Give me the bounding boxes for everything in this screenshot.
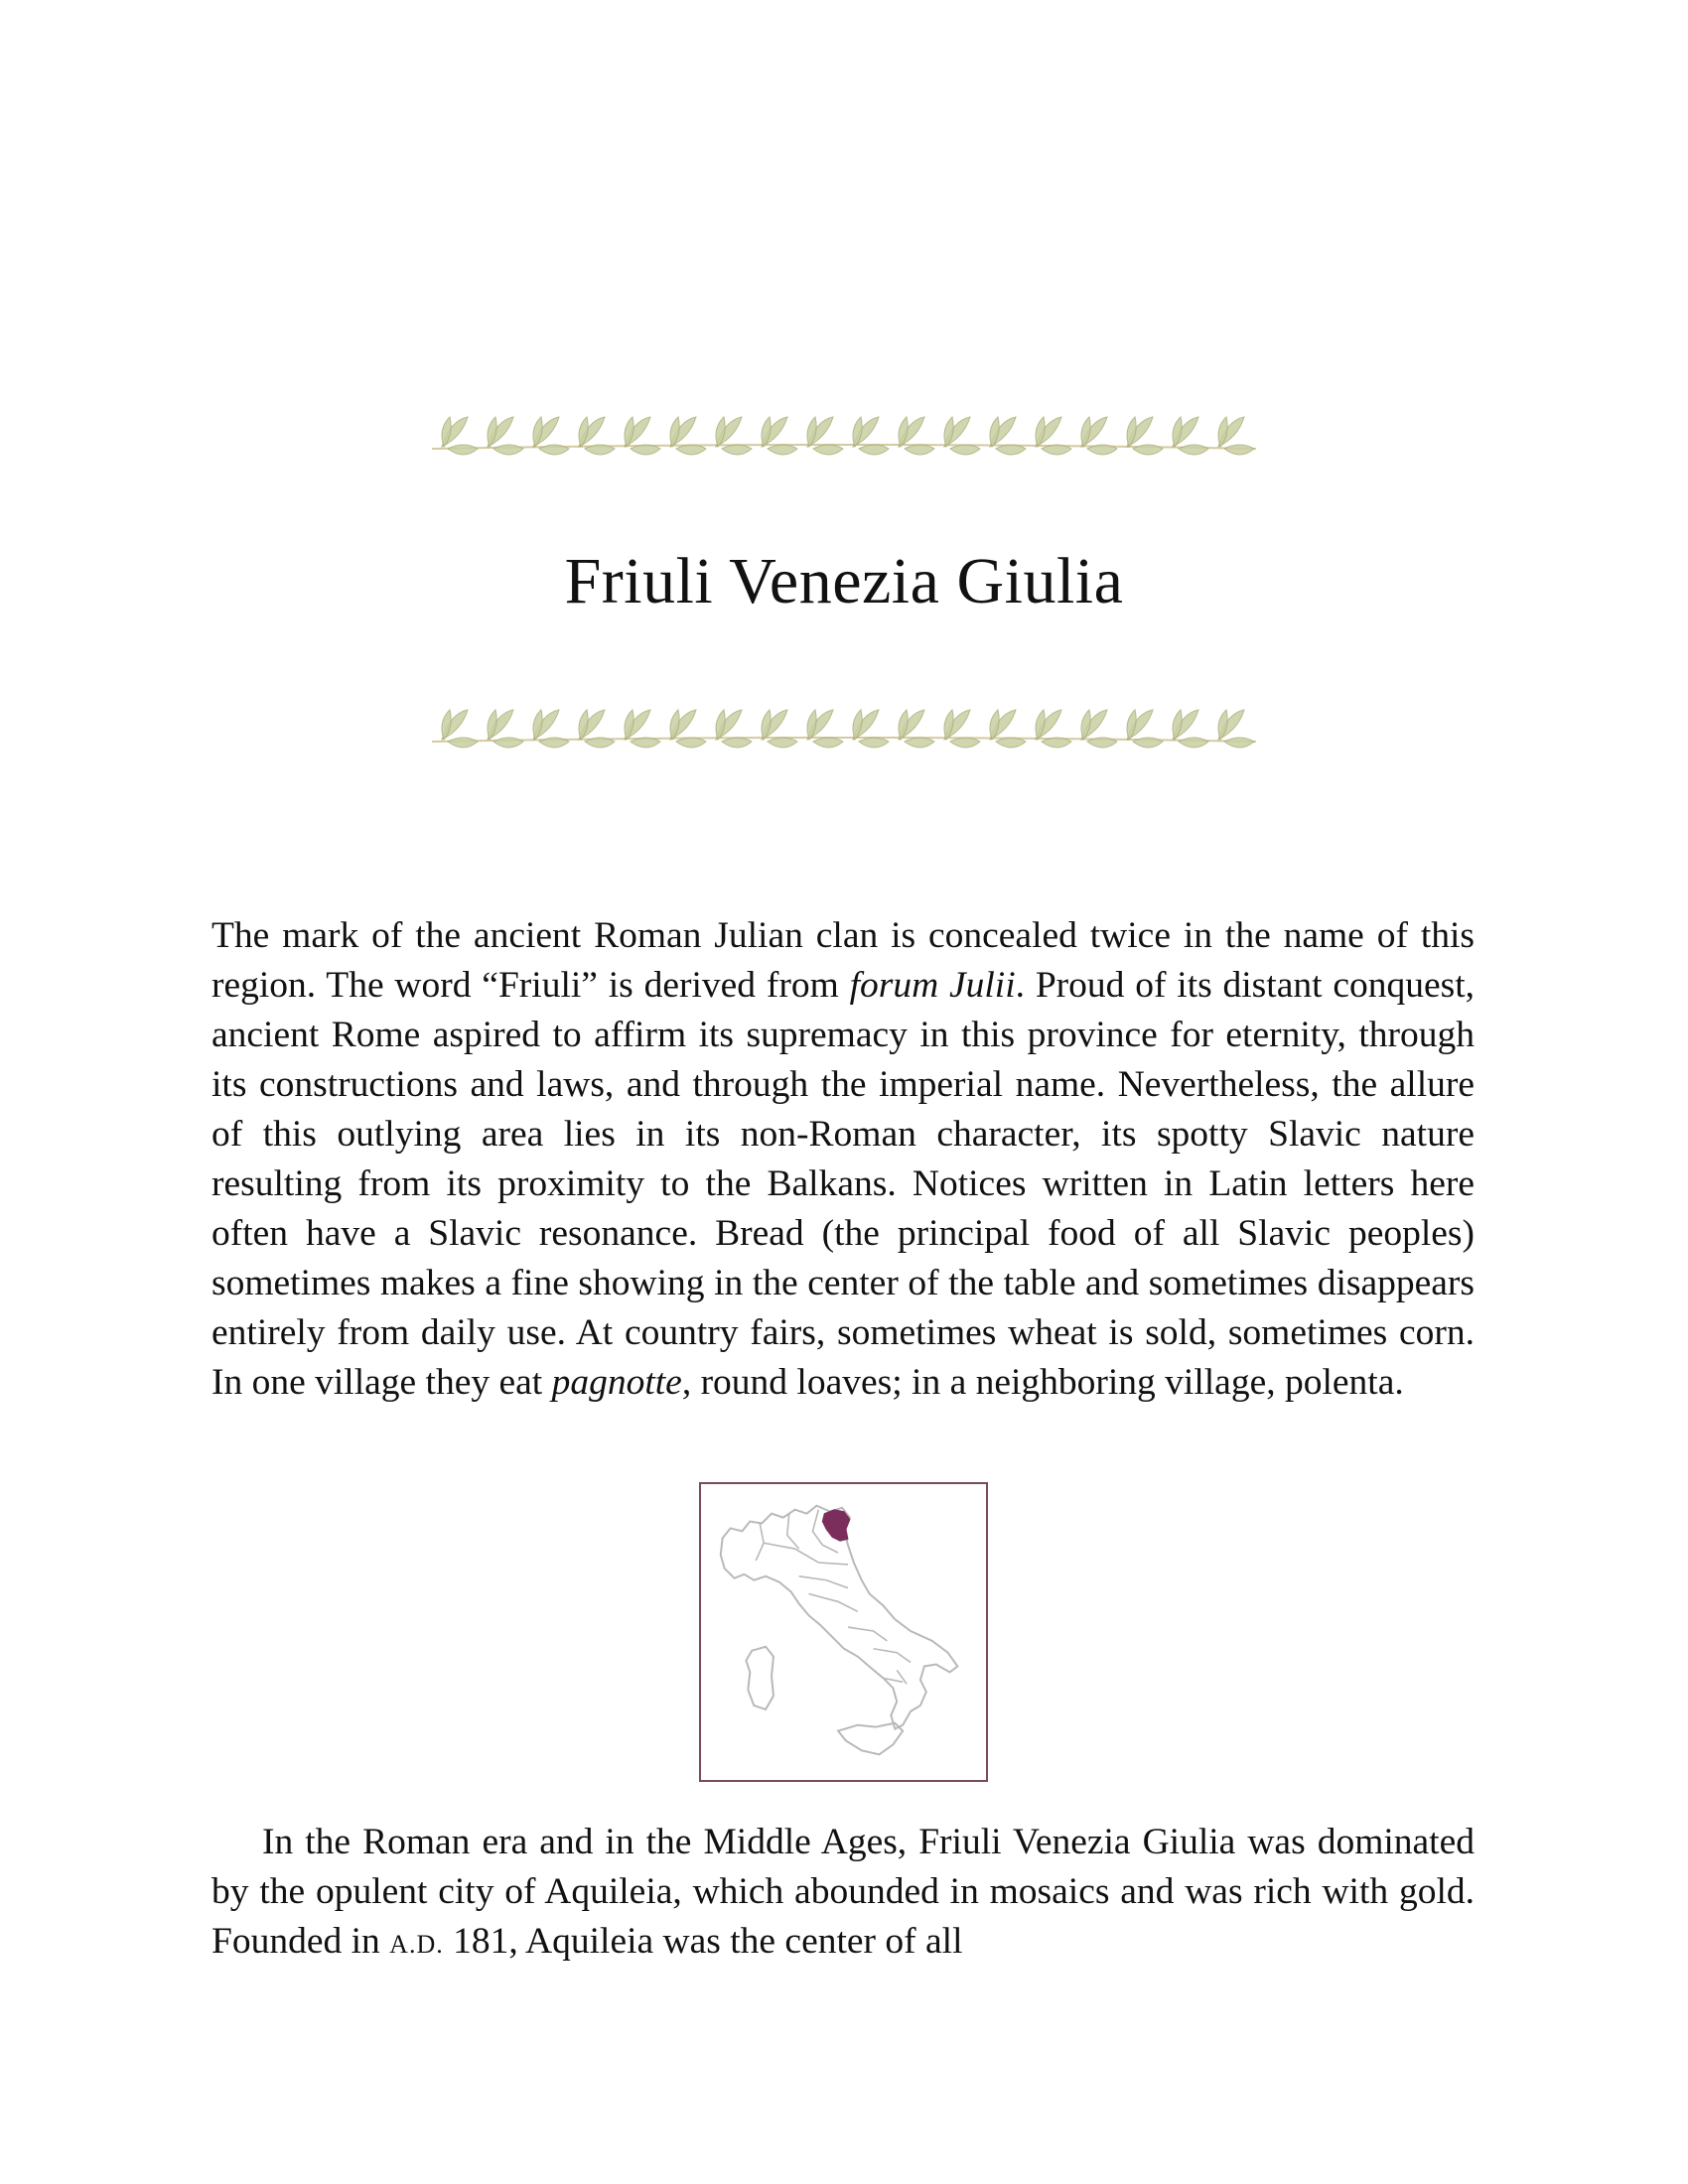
laurel-leaf-pair: [990, 710, 1026, 748]
laurel-ornament-bottom: [422, 700, 1266, 769]
laurel-leaf-pair: [853, 417, 889, 455]
paragraph-text: The mark of the ancient Roman Julian clan is concealed twice in the name of this region. The word “Friuli” is derived from: [211, 915, 1475, 1006]
laurel-leaf-pair: [944, 710, 980, 748]
laurel-leaf-pair: [488, 417, 523, 455]
friuli-venezia-giulia-highlight: [822, 1510, 850, 1542]
laurel-leaf-pair: [488, 710, 523, 748]
italy-map-icon: [701, 1484, 986, 1780]
laurel-leaf-pair: [670, 710, 706, 748]
laurel-leaf-pair: [670, 417, 706, 455]
sardinia-outline: [746, 1647, 774, 1709]
small-caps-era: A.D.: [389, 1930, 444, 1959]
paragraph-text: 181, Aquileia was the center of all: [443, 1921, 963, 1962]
laurel-leaf-pair: [1127, 710, 1163, 748]
paragraph-text: In the Roman era and in the Middle Ages, Friuli Venezia Giulia was dominated by the opulent city of Aquileia, which abounded in mosaics and was rich with gold. Founded in: [211, 1822, 1475, 1962]
laurel-leaf-pair: [716, 710, 752, 748]
laurel-leaf-pair: [944, 417, 980, 455]
laurel-leaf-pair: [807, 417, 843, 455]
paragraph-text: . Proud of its distant conquest, ancient Rome aspired to affirm its supremacy in this province for eternity, through its constructions and laws, and through the imperial name. Nevertheless, the allure of this outlying area lies in its non-Roman character, its spotty Slavic nature resulting from its proximity to the Balkans. Notices written in Latin letters here often have a Slavic resonance. Bread (the principal food of all Slavic peoples) sometimes makes a fine showing in the center of the table and sometimes disappears entirely from daily use. At country fairs, sometimes wheat is sold, sometimes corn. In one village they eat: [211, 965, 1476, 1403]
laurel-leaf-pair: [762, 417, 797, 455]
laurel-garland-icon: [422, 700, 1266, 769]
body-paragraph-1: [211, 911, 1475, 1408]
laurel-leaf-pair: [1081, 710, 1117, 748]
laurel-leaf-pair: [625, 417, 660, 455]
paragraph-text: , round loaves; in a neighboring village, polenta.: [681, 1362, 1404, 1403]
italic-term-pagnotte: pagnotte: [551, 1362, 682, 1403]
laurel-leaf-pair: [533, 417, 569, 455]
laurel-leaf-pair: [762, 710, 797, 748]
laurel-leaf-pair: [716, 417, 752, 455]
laurel-leaf-pair: [1081, 417, 1117, 455]
italic-term-forum-julii: forum Julii: [849, 965, 1016, 1006]
laurel-ornament-top: [422, 407, 1266, 477]
laurel-leaf-pair: [899, 710, 934, 748]
laurel-leaf-pair: [1036, 417, 1071, 455]
sicily-outline: [838, 1723, 903, 1755]
body-paragraph-2: [211, 1818, 1475, 1970]
laurel-leaf-pair: [625, 710, 660, 748]
laurel-garland-icon: [422, 407, 1266, 477]
laurel-leaf-pair: [1173, 710, 1208, 748]
laurel-leaf-pair: [579, 710, 615, 748]
laurel-leaf-pair: [1173, 417, 1208, 455]
page-title: Friuli Venezia Giulia: [564, 545, 1124, 617]
laurel-leaf-pair: [853, 710, 889, 748]
laurel-leaf-pair: [579, 417, 615, 455]
laurel-leaf-pair: [899, 417, 934, 455]
laurel-leaf-pair: [1127, 417, 1163, 455]
italy-region-map: [699, 1482, 988, 1782]
laurel-leaf-pair: [1036, 710, 1071, 748]
laurel-leaf-pair: [807, 710, 843, 748]
laurel-leaf-pair: [533, 710, 569, 748]
laurel-leaf-pair: [990, 417, 1026, 455]
